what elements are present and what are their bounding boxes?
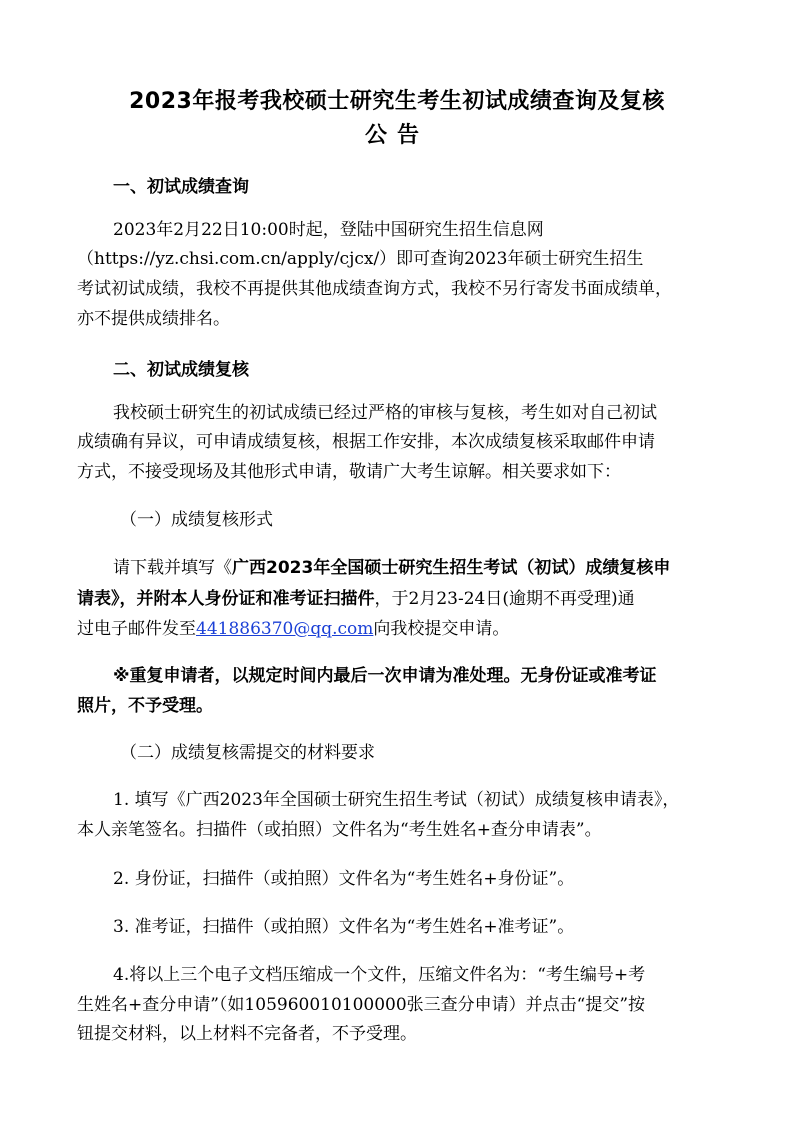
material-item-1-line: 本人亲笔签名。扫描件（或拍照）文件名为“考生姓名+查分申请表”。 [77, 820, 602, 840]
section1-paragraph-line: 考试初试成绩，我校不再提供其他成绩查询方式，我校不另行寄发书面成绩单， [77, 279, 672, 299]
form-name-bold: 广西2023年全国硕士研究生招生考试（初试）成绩复核申 [232, 558, 671, 578]
document-title: 2023年报考我校硕士研究生考生初试成绩查询及复核 [129, 89, 665, 114]
section2-paragraph-line: 我校硕士研究生的初试成绩已经过严格的审核与复核，考生如对自己初试 [113, 403, 657, 423]
email-link[interactable]: 441886370@qq.com [196, 619, 374, 639]
section2-paragraph-line: 成绩确有异议，可申请成绩复核，根据工作安排，本次成绩复核采取邮件申请 [77, 432, 655, 452]
notice-bold-line: ※重复申请者，以规定时间内最后一次申请为准处理。无身份证或准考证 [113, 666, 657, 686]
deadline-text: ，于2月23-24日(逾期不再受理)通 [374, 589, 635, 609]
form-instruction-line [77, 587, 717, 611]
section2-paragraph-line: 方式，不接受现场及其他形式申请，敬请广大考生谅解。相关要求如下： [77, 462, 621, 482]
material-item-2: 2. 身份证，扫描件（或拍照）文件名为“考生姓名+身份证”。 [113, 869, 575, 889]
material-item-4-line: 生姓名+查分申请”（如105960010100000张三查分申请）并点击“提交”按 [77, 995, 646, 1015]
form-instruction-line [113, 556, 753, 580]
instruction-text: 向我校提交申请。 [373, 619, 510, 639]
material-item-3: 3. 准考证，扫描件（或拍照）文件名为“考生姓名+准考证”。 [113, 917, 575, 937]
section1-heading: 一、初试成绩查询 [113, 177, 249, 197]
instruction-text: 过电子邮件发至 [77, 619, 196, 639]
notice-bold-line: 照片，不予受理。 [77, 696, 213, 716]
material-item-4-line: 钮提交材料，以上材料不完备者，不予受理。 [77, 1024, 417, 1044]
section1-paragraph-line: 2023年2月22日10:00时起，登陆中国研究生招生信息网 [113, 220, 544, 240]
section1-paragraph-line: 亦不提供成绩排名。 [77, 309, 230, 329]
attachment-requirement-bold: 请表》，并附本人身份证和准考证扫描件 [77, 589, 375, 609]
material-item-1-line: 1. 填写《广西2023年全国硕士研究生招生考试（初试）成绩复核申请表》， [113, 790, 680, 810]
material-item-4-line: 4.将以上三个电子文档压缩成一个文件，压缩文件名为：“考生编号+考 [113, 965, 646, 985]
document-subtitle: 公告 [364, 123, 429, 148]
section2-heading: 二、初试成绩复核 [113, 360, 249, 380]
subsection2-heading: （二）成绩复核需提交的材料要求 [120, 743, 375, 763]
form-instruction-line [77, 617, 717, 641]
subsection1-heading: （一）成绩复核形式 [120, 510, 273, 530]
instruction-text: 请下载并填写《 [113, 558, 232, 578]
section1-paragraph-line: （https://yz.chsi.com.cn/apply/cjcx/）即可查询2023年硕士研究生招生 [77, 249, 644, 269]
